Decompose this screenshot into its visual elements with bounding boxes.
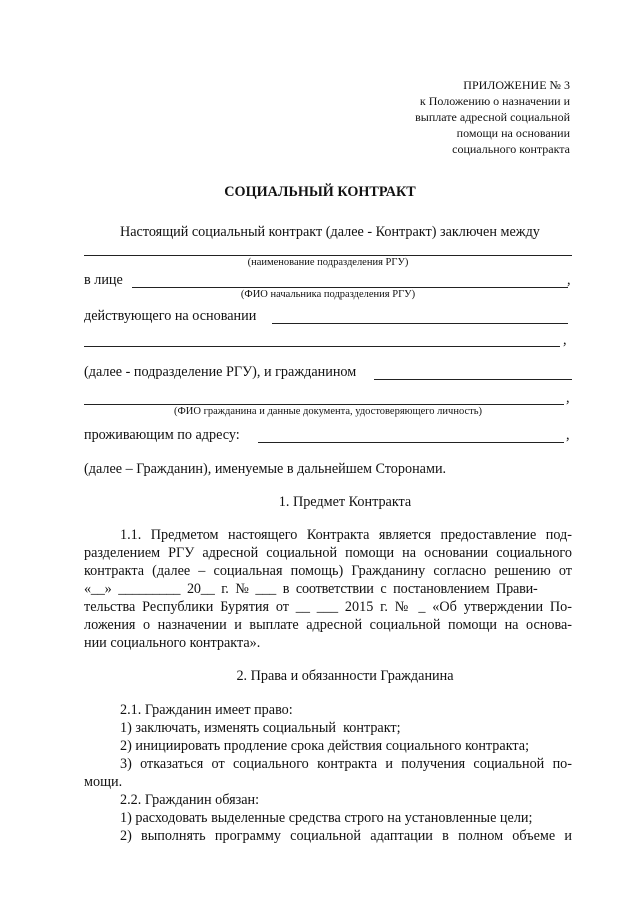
duty-1: 1) расходовать выделенные средства строго на установленные цели;	[120, 810, 533, 826]
duties-title: 2.2. Гражданин обязан:	[120, 792, 260, 808]
caption-department: (наименование подразделения РГУ)	[247, 257, 409, 268]
comma-2: ,	[563, 332, 567, 348]
right-1: 1) заключать, изменять социальный контракт;	[120, 720, 401, 736]
acting-basis-label: действующего на основании	[84, 308, 257, 324]
comma-1: ,	[567, 272, 571, 288]
intro-text: Настоящий социальный контракт (далее - Контракт) заключен между	[120, 224, 540, 240]
duty-2: 2) выполнять программу социальной адаптации в полном объеме и	[120, 828, 572, 844]
parties-text: (далее – Гражданин), именуемые в дальнейшем Сторонами.	[84, 461, 447, 477]
department-blank	[84, 255, 572, 256]
head-blank	[132, 287, 568, 288]
basis-blank-1	[272, 323, 568, 324]
appendix-line-2: к Положению о назначении и	[419, 94, 570, 108]
dept-citizen-label: (далее - подразделение РГУ), и гражданином	[84, 364, 357, 380]
section2-heading: 2. Права и обязанности Гражданина	[236, 668, 454, 684]
appendix-line-1: ПРИЛОЖЕНИЕ № 3	[463, 78, 570, 92]
in-person-label: в лице	[84, 272, 123, 288]
right-2: 2) инициировать продление срока действия социального контракта;	[120, 738, 530, 754]
caption-head: (ФИО начальника подразделения РГУ)	[240, 289, 416, 300]
section1-line-6: ложения о назначении и выплате адресной социальной помощи на основа-	[84, 617, 572, 633]
rights-title: 2.1. Гражданин имеет право:	[120, 702, 293, 718]
comma-3: ,	[566, 390, 570, 406]
residing-label: проживающим по адресу:	[84, 427, 240, 443]
section1-line-3: контракта (далее – социальная помощь) Гражданину согласно решению от	[84, 563, 572, 579]
citizen-blank-2	[84, 404, 564, 405]
basis-blank-2	[84, 346, 560, 347]
section1-line-5: тельства Республики Бурятия от __ ___ 2015 г. № _ «Об утверждении По-	[84, 599, 572, 615]
section1-line-2: разделением РГУ адресной социальной помощи на основании социального	[84, 545, 572, 561]
section1-line-1	[84, 527, 572, 544]
section1-text-1: 1.1. Предметом настоящего Контракта является предоставление под-	[120, 527, 572, 543]
document-title: СОЦИАЛЬНЫЙ КОНТРАКТ	[224, 184, 416, 200]
section1-line-4: «__» _________ 20__ г. № ___ в соответствии с постановлением Прави-	[84, 581, 538, 597]
caption-citizen: (ФИО гражданина и данные документа, удостоверяющего личность)	[174, 406, 482, 417]
appendix-line-3: выплате адресной социальной	[415, 110, 570, 124]
section1-line-7: нии социального контракта».	[84, 635, 261, 651]
right-3a: 3) отказаться от социального контракта и получения социальной по-	[120, 756, 572, 772]
right-3b: мощи.	[84, 774, 123, 790]
appendix-line-4: помощи на основании	[456, 126, 570, 140]
section1-heading: 1. Предмет Контракта	[278, 494, 412, 510]
citizen-blank-1	[374, 379, 572, 380]
address-blank	[258, 442, 564, 443]
comma-4: ,	[566, 427, 570, 443]
appendix-line-5: социального контракта	[452, 142, 570, 156]
